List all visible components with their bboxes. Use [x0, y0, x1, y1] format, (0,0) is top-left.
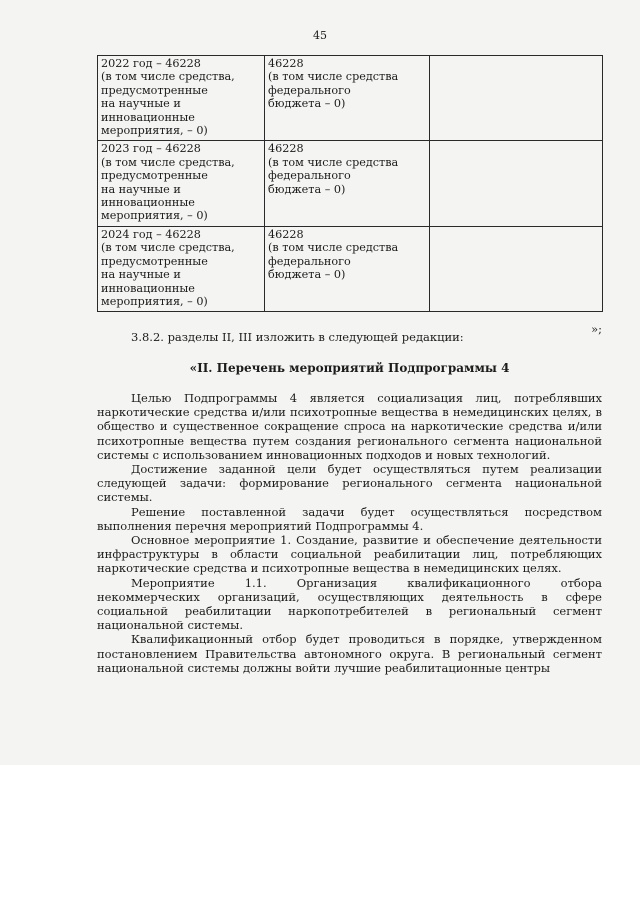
- cell-line: предусмотренные: [101, 254, 208, 268]
- cell-line: инновационные: [101, 110, 195, 124]
- year-amount-cell: [98, 226, 265, 311]
- cell-line: 2022 год – 46228: [101, 57, 201, 70]
- amendment-text: 3.8.2. разделы II, III изложить в следующей редакции:: [131, 330, 464, 344]
- cell-line: 46228: [268, 57, 304, 70]
- body-paragraph: Решение поставленной задачи будет осуществляться посредством выполнения перечня мероприятий Подпрограммы 4.: [97, 504, 602, 533]
- cell-line: инновационные: [101, 281, 195, 295]
- cell-line: (в том числе средства: [268, 70, 399, 84]
- cell-line: федерального: [268, 169, 351, 183]
- body-paragraph: Целью Подпрограммы 4 является социализация лиц, потреблявших наркотические средства и/или психотропные вещества в немедицинских целях, в общество и существенное сокращение спроса на наркотические средства и/или психотропные вещества путем создания регионального сегмента национальной системы с использованием инновационных подходов и новых технологий.: [97, 391, 602, 462]
- body-paragraph: Квалификационный отбор будет проводиться в порядке, утвержденном постановлением Правительства автономного округа. В региональный сегмент национальной системы должны войти лучшие реабилитационные центры: [97, 632, 602, 675]
- cell-line: 46228: [268, 142, 304, 156]
- cell-line: (в том числе средства,: [101, 70, 235, 84]
- cell-line: федерального: [268, 83, 351, 97]
- body-paragraph: Достижение заданной цели будет осуществляться путем реализации следующей задачи: формирование регионального сегмента национальной системы.: [97, 462, 602, 505]
- cell-line: бюджета – 0): [268, 268, 346, 282]
- federal-amount-cell: [265, 226, 430, 311]
- cell-line: на научные и: [101, 97, 181, 111]
- cell-line: мероприятия, – 0): [101, 294, 208, 308]
- empty-cell: [430, 56, 603, 141]
- cell-line: мероприятия, – 0): [101, 209, 208, 223]
- cell-line: 2024 год – 46228: [101, 227, 201, 241]
- cell-line: бюджета – 0): [268, 97, 346, 111]
- cell-line: федерального: [268, 254, 351, 268]
- table-row: [98, 56, 603, 141]
- federal-amount-cell: [265, 141, 430, 226]
- section-title: «II. Перечень мероприятий Подпрограммы 4: [189, 361, 510, 375]
- cell-line: (в том числе средства: [268, 241, 399, 255]
- body-text: [97, 391, 602, 675]
- cell-line: бюджета – 0): [268, 182, 346, 196]
- year-amount-cell: [98, 141, 265, 226]
- funding-table: [97, 55, 603, 312]
- cell-line: 2023 год – 46228: [101, 142, 201, 156]
- cell-line: на научные и: [101, 268, 181, 282]
- federal-amount-cell: [265, 56, 430, 141]
- cell-line: 46228: [268, 227, 304, 241]
- table-row: [98, 141, 603, 226]
- cell-line: (в том числе средства,: [101, 241, 235, 255]
- cell-line: (в том числе средства,: [101, 155, 235, 169]
- body-paragraph: Основное мероприятие 1. Создание, развитие и обеспечение деятельности инфраструктуры в области социальной реабилитации лиц, потребляющих наркотические средства и психотропные вещества в немедицинских целях.: [97, 533, 602, 576]
- table-row: [98, 226, 603, 311]
- cell-line: предусмотренные: [101, 83, 208, 97]
- year-amount-cell: [98, 56, 265, 141]
- cell-line: (в том числе средства: [268, 155, 399, 169]
- cell-line: мероприятия, – 0): [101, 124, 208, 138]
- closing-quote: »;: [591, 322, 602, 336]
- cell-line: на научные и: [101, 182, 181, 196]
- empty-cell: [430, 141, 603, 226]
- page-number: 45: [313, 29, 327, 42]
- cell-line: инновационные: [101, 196, 195, 210]
- empty-cell: [430, 226, 603, 311]
- cell-line: предусмотренные: [101, 169, 208, 183]
- body-paragraph: Мероприятие 1.1. Организация квалификационного отбора некоммерческих организаций, осуществляющих деятельность в сфере социальной реабилитации наркопотребителей в региональный сегмент национальной системы.: [97, 575, 602, 633]
- amendment-paragraph: [97, 330, 602, 344]
